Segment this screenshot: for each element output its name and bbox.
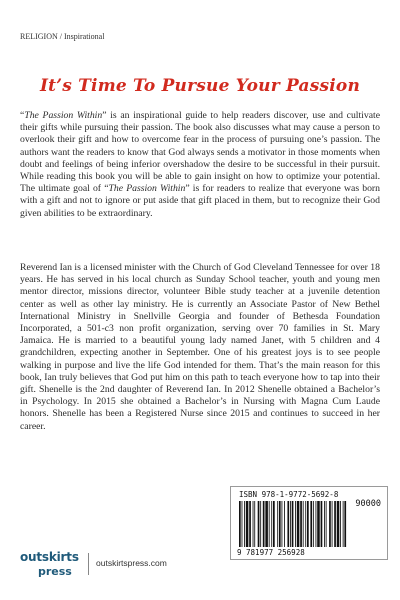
barcode-bar	[253, 501, 254, 547]
headline: It’s Time To Pursue Your Passion	[39, 76, 361, 96]
barcode-bars	[239, 501, 347, 547]
barcode-bar	[343, 501, 344, 547]
logo-divider	[88, 553, 89, 575]
barcode-bar	[340, 501, 341, 547]
barcode-bar	[303, 501, 304, 547]
barcode-bar	[284, 501, 285, 547]
barcode-bar	[313, 501, 314, 547]
author-bio-paragraph: Reverend Ian is a licensed minister with the Church of God Cleveland Tennessee for over 18 years. He has served in his local church as Sunday School teacher, youth and young men mentor director, missions director, volunteer Bible study teacher at a juvenile detention center as well as other lay ministry. He is currently an Associate Pastor of New Bethel International Ministry in Snellville Georgia and founder of Bethesda Foundation Incorporated, a 501-c3 non profit organization, serving over 70 families in St. Mary Jamaica. He is married to a beautiful young lady named Janet, with 5 children and 4 grandchildren, expecting another in September. One of his greatest joys is to see people walking in purpose and live the life God intended for them. That’s the main reason for this book, Ian truly believes that God put him on this path to teach everyone how to tap into their gift. Shenelle is the 2nd daughter of Reverend Ian. In 2012 Shenelle obtained a Bachelor’s in Psychology. In 2015 she obtained a Bachelor’s in Nursing with Magna Cum Laude honors. Shenelle has been a Registered Nurse since 2015 and continues to succeed in her career.	[20, 262, 380, 432]
publisher-logo	[20, 548, 84, 582]
barcode-bar	[337, 501, 340, 547]
description-paragraph	[20, 110, 380, 220]
barcode-bar	[295, 501, 296, 547]
publisher-logo-sub: press	[38, 565, 72, 578]
barcode-bar	[249, 501, 251, 547]
barcode-bar	[324, 501, 325, 547]
barcode-bar	[269, 501, 270, 547]
barcode-bar	[326, 501, 327, 547]
barcode-bar	[287, 501, 289, 547]
barcode-bar	[258, 501, 260, 547]
barcode-bar	[244, 501, 245, 547]
barcode-bar	[344, 501, 346, 547]
book-title-ref: The Passion Within	[108, 183, 186, 195]
open-quote: “	[20, 110, 25, 121]
publisher-website: outskirtspress.com	[96, 558, 167, 568]
barcode-bar	[254, 501, 255, 547]
barcode-bar	[332, 501, 333, 547]
barcode-bar	[334, 501, 336, 547]
barcode-bar	[297, 501, 300, 547]
barcode-bar	[242, 501, 243, 547]
description-part-1: ” is an inspirational guide to help readers discover, use and cultivate their gifts while pursuing their passion. The book also discusses what may cause a person to overlook their gift and how to overcome fear in the process of pursuing one’s passion. The authors want the readers to know that God always sends a motivator in those moments when doubt and feelings of being inferior overshadow the desire to be successful in their pursuit. While reading this book you will be able to gain insight on how to optimize your potential. The ultimate goal of “	[20, 110, 381, 195]
barcode-bar	[282, 501, 283, 547]
barcode-bar	[273, 501, 275, 547]
barcode-bar	[265, 501, 268, 547]
book-title-ref: The Passion Within	[24, 110, 103, 121]
barcode-bar	[300, 501, 302, 547]
barcode-bar	[246, 501, 249, 547]
barcode-bar	[316, 501, 317, 547]
price-code: 90000	[355, 499, 381, 509]
barcode-bar	[321, 501, 323, 547]
barcode-bar	[263, 501, 265, 547]
barcode-bar	[317, 501, 320, 547]
barcode-bar	[279, 501, 281, 547]
isbn-number: ISBN 978-1-9772-5692-8	[239, 490, 339, 499]
barcode-bar	[310, 501, 312, 547]
barcode-bar	[305, 501, 306, 547]
barcode-bar	[239, 501, 241, 547]
barcode-bar	[329, 501, 331, 547]
isbn-barcode	[230, 486, 388, 560]
barcode-bar	[260, 501, 261, 547]
category-label: RELIGION / Inspirational	[20, 32, 105, 41]
publisher-logo-word: outskirts	[20, 550, 79, 564]
barcode-bar	[271, 501, 272, 547]
barcode-bar	[277, 501, 278, 547]
barcode-bar	[307, 501, 309, 547]
barcode-bar	[290, 501, 291, 547]
barcode-digits: 9 781977 256928	[237, 548, 305, 557]
barcode-bar	[292, 501, 294, 547]
description-part-2: ” is for readers to realize that everyone was born with a gift and not to ignore or put aside that gift placed in them, but to recognize their God given abilities to be extraordinary.	[20, 183, 381, 219]
